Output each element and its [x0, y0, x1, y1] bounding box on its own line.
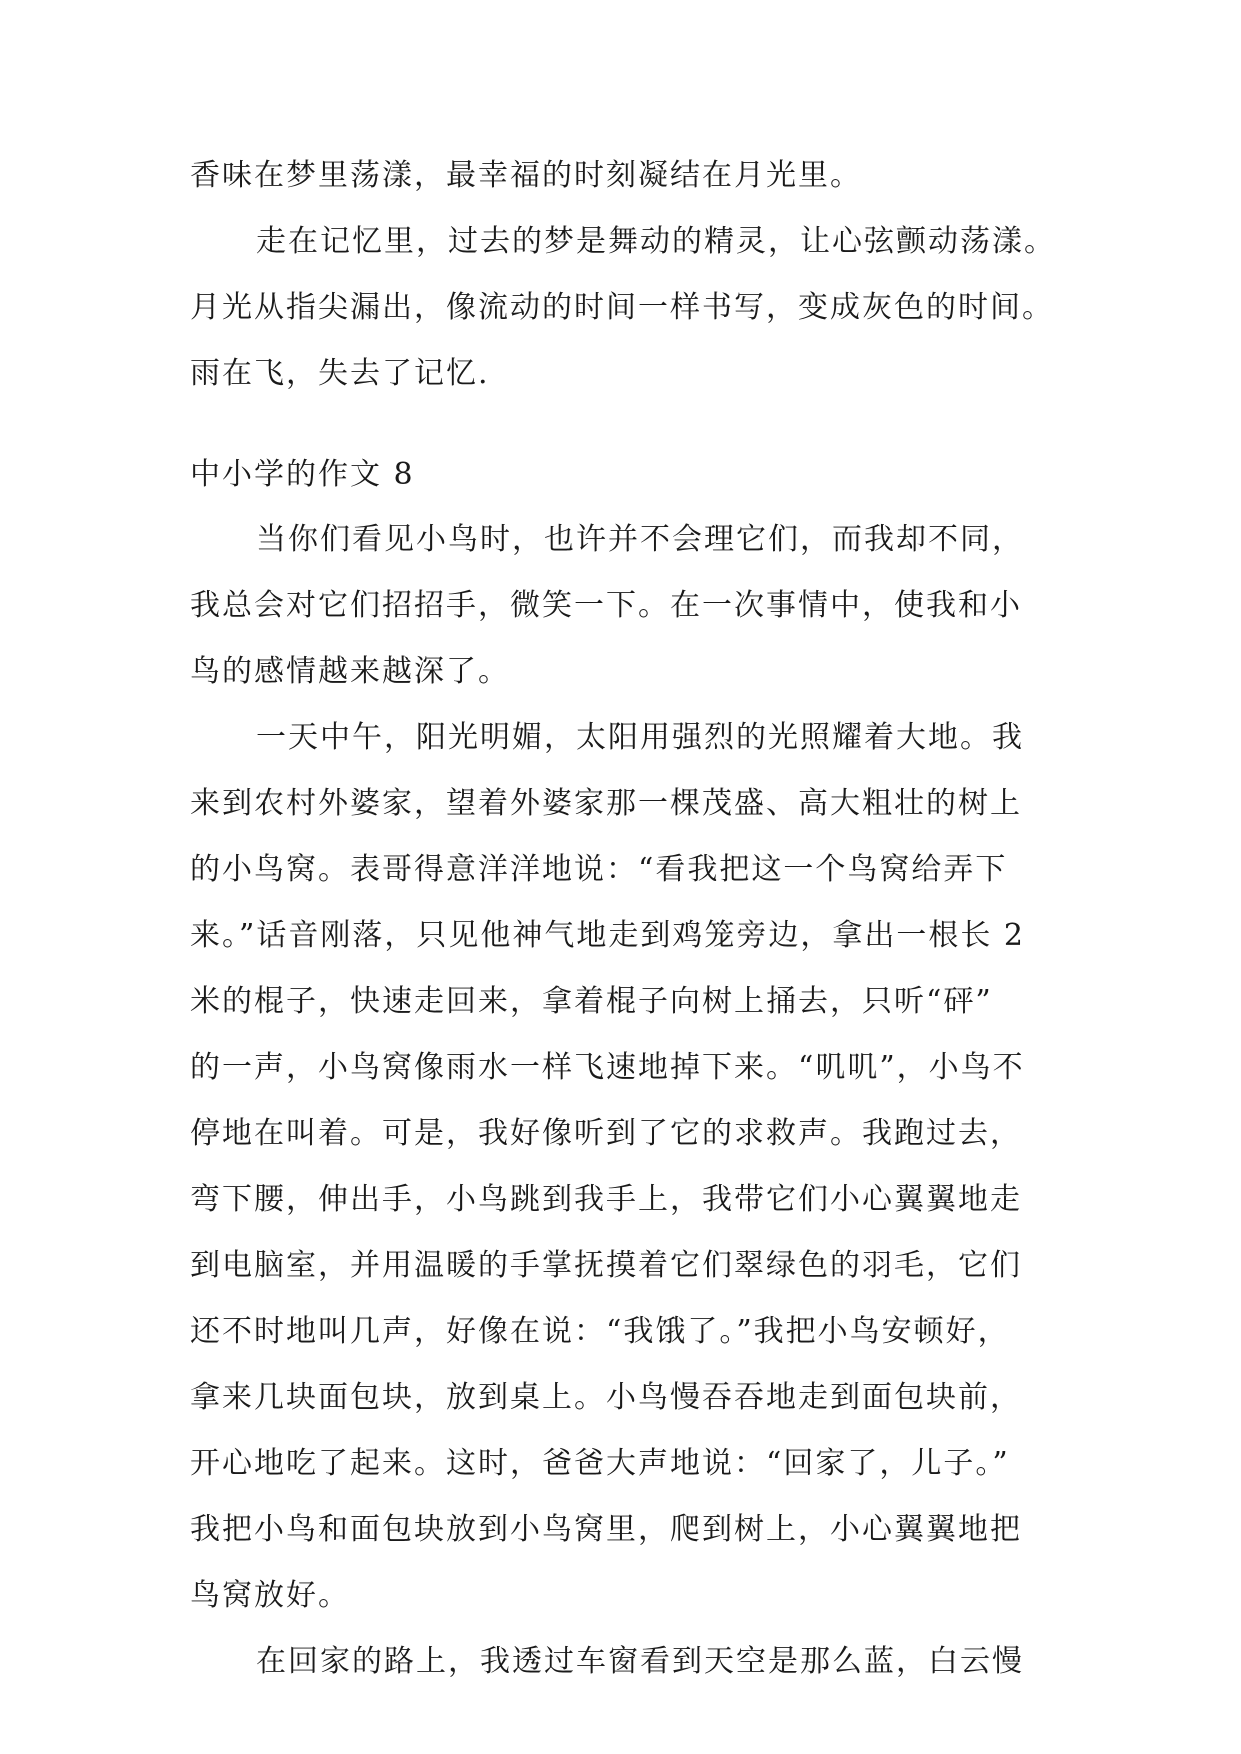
text-line: 当你们看见小鸟时，也许并不会理它们，而我却不同， — [256, 522, 1024, 557]
text-line: 的小鸟窝。表哥得意洋洋地说：“看我把这一个鸟窝给弄下 — [190, 852, 1008, 887]
text-line: 一天中午，阳光明媚，太阳用强烈的光照耀着大地。我 — [256, 720, 1024, 755]
text-line: 到电脑室，并用温暖的手掌抚摸着它们翠绿色的羽毛，它们 — [190, 1248, 1022, 1283]
text-line: 在回家的路上，我透过车窗看到天空是那么蓝，白云慢 — [256, 1644, 1024, 1679]
text-line: 走在记忆里，过去的梦是舞动的精灵，让心弦颤动荡漾。 — [256, 224, 1056, 259]
text-line: 来。”话音刚落，只见他神气地走到鸡笼旁边，拿出一根长 2 — [190, 918, 1025, 953]
text-line: 拿来几块面包块，放到桌上。小鸟慢吞吞地走到面包块前， — [190, 1380, 1022, 1415]
text-line: 月光从指尖漏出，像流动的时间一样书写，变成灰色的时间。 — [190, 290, 1054, 325]
section-heading: 中小学的作文 8 — [190, 457, 415, 492]
text-line: 米的棍子，快速走回来，拿着棍子向树上捅去，只听“砰” — [190, 984, 993, 1019]
text-line: 开心地吃了起来。这时，爸爸大声地说：“回家了，儿子。” — [190, 1446, 1010, 1481]
text-line: 来到农村外婆家，望着外婆家那一棵茂盛、高大粗壮的树上 — [190, 786, 1022, 821]
text-line: 我把小鸟和面包块放到小鸟窝里，爬到树上，小心翼翼地把 — [190, 1512, 1022, 1547]
text-line: 香味在梦里荡漾，最幸福的时刻凝结在月光里。 — [190, 158, 862, 193]
text-line: 鸟的感情越来越深了。 — [190, 654, 510, 689]
text-line: 停地在叫着。可是，我好像听到了它的求救声。我跑过去， — [190, 1116, 1022, 1151]
text-line: 的一声，小鸟窝像雨水一样飞速地掉下来。“叽叽”，小鸟不 — [190, 1050, 1025, 1085]
text-line: 还不时地叫几声，好像在说：“我饿了。”我把小鸟安顿好， — [190, 1314, 1010, 1349]
text-line: 弯下腰，伸出手，小鸟跳到我手上，我带它们小心翼翼地走 — [190, 1182, 1022, 1217]
text-line: 我总会对它们招招手，微笑一下。在一次事情中，使我和小 — [190, 588, 1022, 623]
text-line: 雨在飞，失去了记忆. — [190, 356, 490, 391]
text-line: 鸟窝放好。 — [190, 1578, 350, 1613]
